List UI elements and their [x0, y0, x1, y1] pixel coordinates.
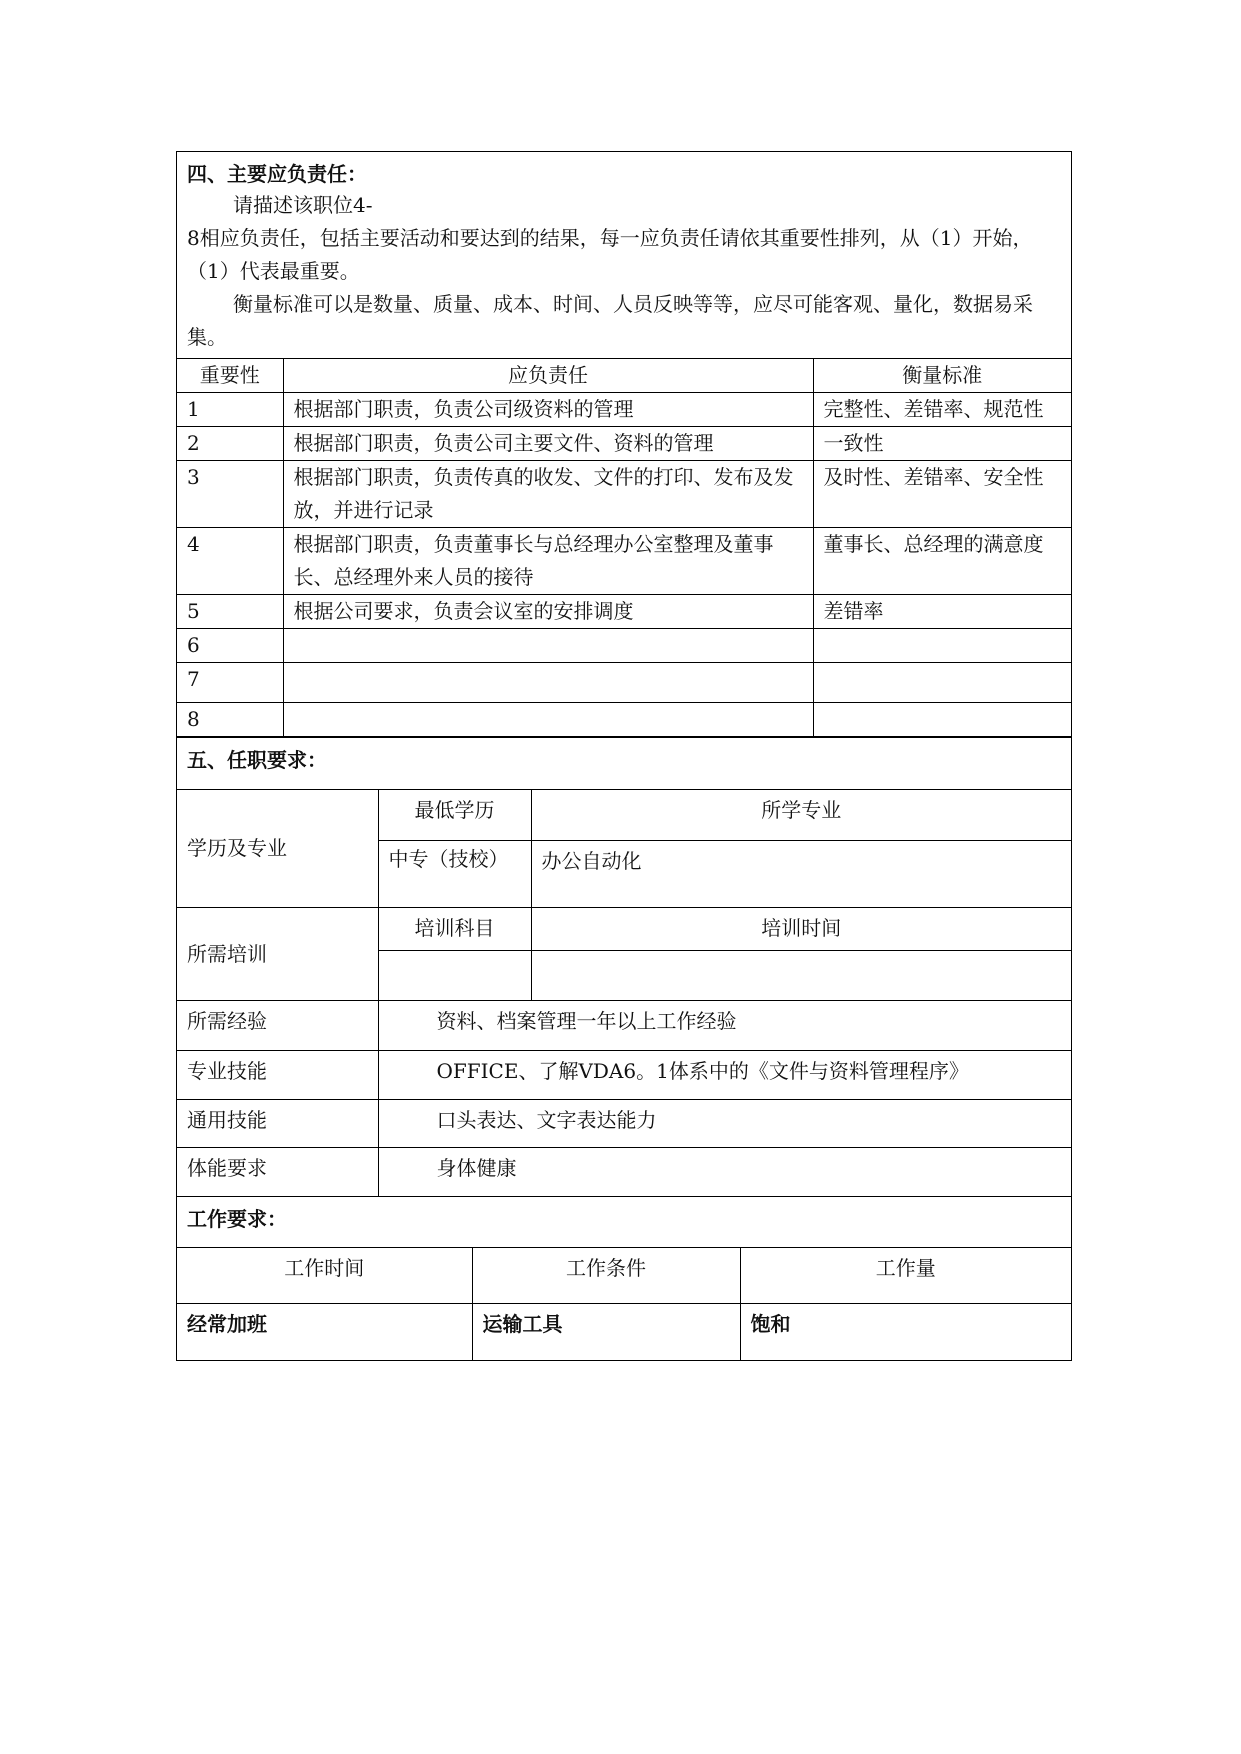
- row-duty: 根据公司要求，负责会议室的安排调度: [283, 595, 813, 629]
- row-duty: 根据部门职责，负责公司级资料的管理: [283, 393, 813, 427]
- row-no: 5: [177, 595, 283, 629]
- training-header-row: [177, 908, 1071, 951]
- row-duty: 根据部门职责，负责传真的收发、文件的打印、发布及发放，并进行记录: [283, 461, 813, 528]
- min-education-value: 中专（技校）: [378, 841, 531, 908]
- skills-value: OFFICE、了解VDA6。1体系中的《文件与资料管理程序》: [378, 1051, 1071, 1100]
- training-subject-header: 培训科目: [378, 908, 531, 951]
- physical-value: 身体健康: [378, 1148, 1071, 1197]
- work-condition-value: 运输工具: [472, 1304, 740, 1360]
- general-skills-value: 口头表达、文字表达能力: [378, 1100, 1071, 1148]
- row-duty: 根据部门职责，负责公司主要文件、资料的管理: [283, 427, 813, 461]
- row-standard: 差错率: [813, 595, 1071, 629]
- intro-line-1: 请描述该职位4-: [233, 193, 373, 217]
- table-row: [177, 629, 1071, 663]
- row-standard: 一致性: [813, 427, 1071, 461]
- row-standard: [813, 703, 1071, 737]
- table-row: [177, 703, 1071, 737]
- table-row: [177, 427, 1071, 461]
- work-value-row: [177, 1304, 1071, 1360]
- work-time-value: 经常加班: [177, 1304, 472, 1360]
- row-no: 3: [177, 461, 283, 528]
- work-title: 工作要求：: [187, 1207, 287, 1231]
- row-standard: 董事长、总经理的满意度: [813, 528, 1071, 595]
- table-row: [177, 528, 1071, 595]
- standard-header: 衡量标准: [813, 359, 1071, 393]
- work-load-header: 工作量: [740, 1248, 1071, 1304]
- row-duty: [283, 629, 813, 663]
- work-header-row: [177, 1248, 1071, 1304]
- work-time-header: 工作时间: [177, 1248, 472, 1304]
- row-standard: [813, 629, 1071, 663]
- importance-header: 重要性: [177, 359, 283, 393]
- intro-line-3: 衡量标准可以是数量、质量、成本、时间、人员反映等等，应尽可能客观、量化，数据易采集。: [187, 292, 1033, 349]
- row-standard: 完整性、差错率、规范性: [813, 393, 1071, 427]
- work-condition-header: 工作条件: [472, 1248, 740, 1304]
- requirements-table: [177, 789, 1071, 1197]
- duties-header-row: [177, 359, 1071, 393]
- general-skills-row: [177, 1100, 1071, 1148]
- experience-row: [177, 1001, 1071, 1051]
- table-row: [177, 393, 1071, 427]
- education-label: 学历及专业: [177, 790, 378, 908]
- row-no: 7: [177, 663, 283, 703]
- work-load-value: 饱和: [740, 1304, 1071, 1360]
- duties-table: [177, 358, 1071, 737]
- section4-intro: [177, 189, 1071, 358]
- duty-header: 应负责任: [283, 359, 813, 393]
- min-education-header: 最低学历: [378, 790, 531, 841]
- section5-title: 五、任职要求：: [177, 737, 1071, 789]
- row-standard: 及时性、差错率、安全性: [813, 461, 1071, 528]
- work-requirements-table: [177, 1247, 1071, 1360]
- row-no: 4: [177, 528, 283, 595]
- training-time-header: 培训时间: [531, 908, 1071, 951]
- education-header-row: [177, 790, 1071, 841]
- row-duty: 根据部门职责，负责董事长与总经理办公室整理及董事长、总经理外来人员的接待: [283, 528, 813, 595]
- table-row: [177, 663, 1071, 703]
- row-no: 8: [177, 703, 283, 737]
- row-no: 1: [177, 393, 283, 427]
- general-skills-label: 通用技能: [177, 1100, 378, 1148]
- table-row: [177, 461, 1071, 528]
- row-no: 6: [177, 629, 283, 663]
- major-value: 办公自动化: [531, 841, 1071, 908]
- skills-label: 专业技能: [177, 1051, 378, 1100]
- experience-label: 所需经验: [177, 1001, 378, 1051]
- row-duty: [283, 703, 813, 737]
- training-label: 所需培训: [177, 908, 378, 1001]
- row-duty: [283, 663, 813, 703]
- section4-title: 四、主要应负责任：: [187, 162, 367, 186]
- physical-label: 体能要求: [177, 1148, 378, 1197]
- row-standard: [813, 663, 1071, 703]
- training-subject-value: [378, 951, 531, 1001]
- row-no: 2: [177, 427, 283, 461]
- physical-row: [177, 1148, 1071, 1197]
- major-header: 所学专业: [531, 790, 1071, 841]
- experience-value: 资料、档案管理一年以上工作经验: [378, 1001, 1071, 1051]
- skills-row: [177, 1051, 1071, 1100]
- job-description-form: [176, 151, 1072, 1361]
- table-row: [177, 595, 1071, 629]
- training-time-value: [531, 951, 1071, 1001]
- intro-line-2: 8相应负责任，包括主要活动和要达到的结果，每一应负责任请依其重要性排列，从（1）开始，（1）代表最重要。: [187, 226, 1033, 283]
